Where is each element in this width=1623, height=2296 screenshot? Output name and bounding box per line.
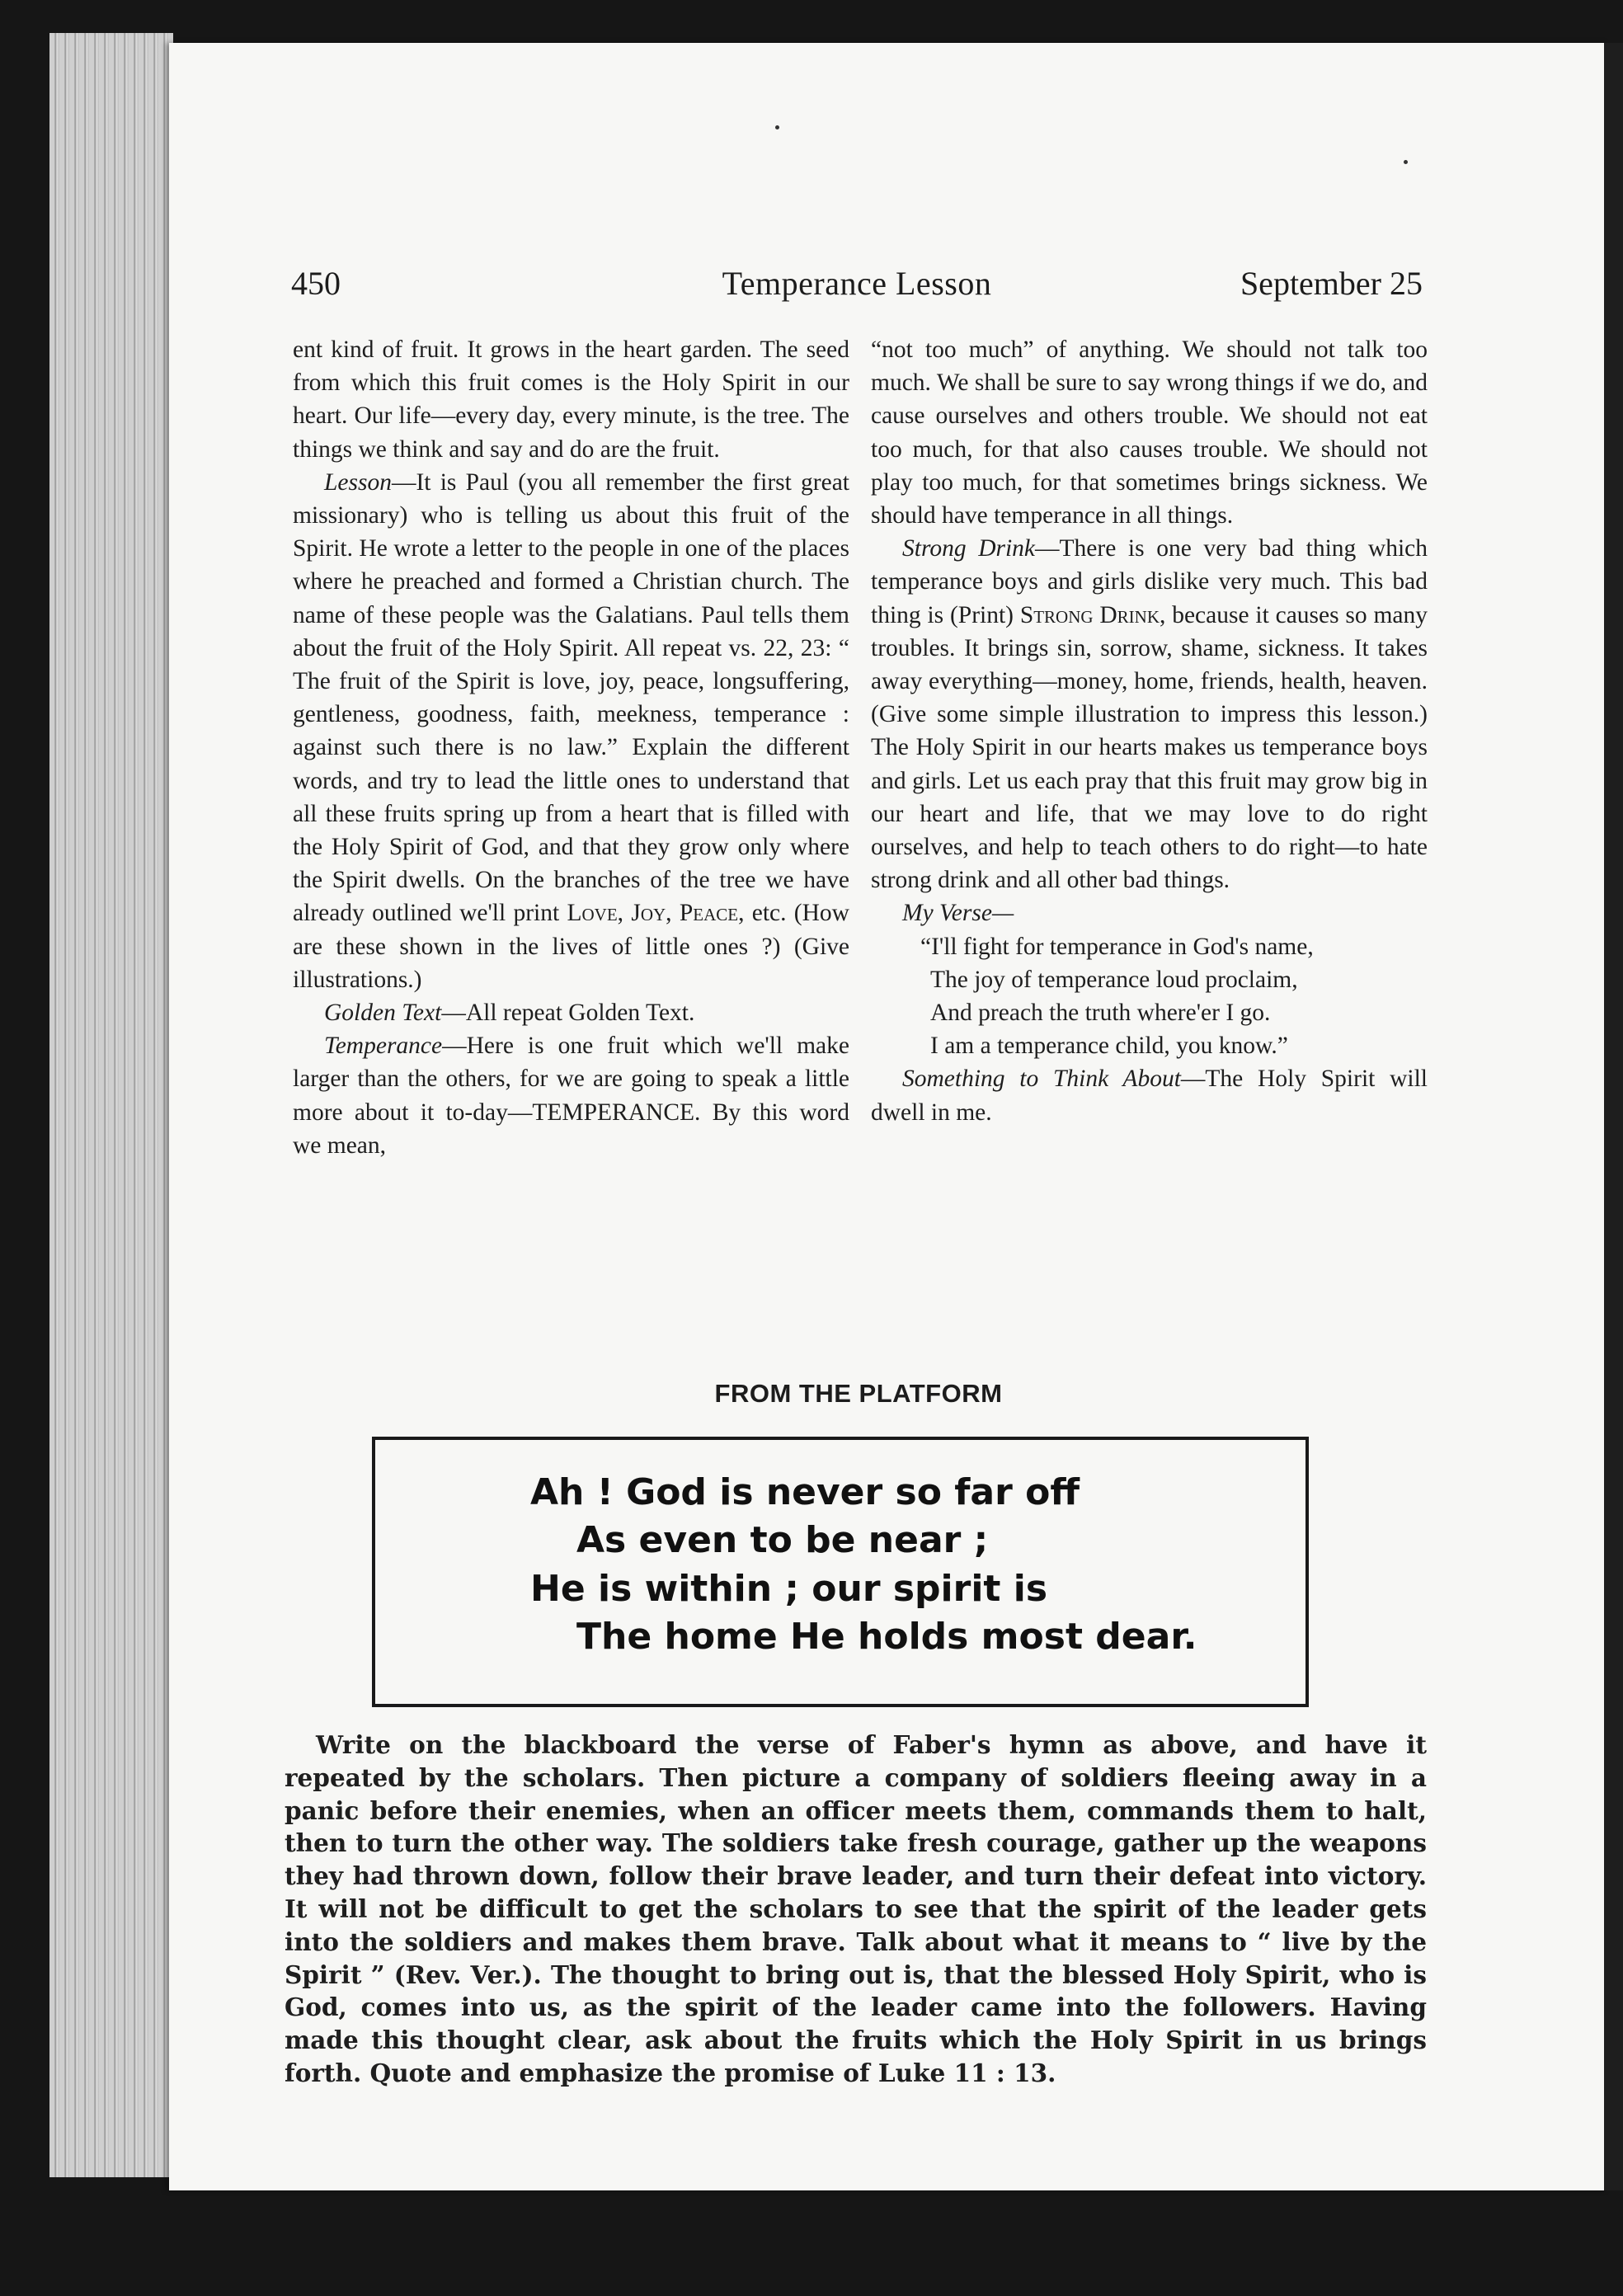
my-verse-heading [871,896,1428,929]
paragraph-golden-text [293,996,849,1029]
paragraph-strong-drink [871,532,1428,896]
paragraph-temperance [293,1029,849,1162]
poem-line: And preach the truth where'er I go. [930,1000,1271,1027]
my-verse-poem [920,930,1428,1063]
paragraph-fruit: ent kind of fruit. It grows in the heart garden. The seed from which this fruit comes is the Holy Spirit in our heart. Our life—every day, every minute, is the tree. The things we think and say and do are the fruit. [293,336,849,463]
platform-heading: FROM THE PLATFORM [714,1379,1003,1408]
verse-line: He is within ; our spirit is [530,1568,1048,1610]
page-title: Temperance Lesson [722,265,992,302]
header-date: September 25 [1240,265,1423,302]
think-text: —The Holy Spirit will dwell in me. [871,1066,1428,1126]
verse-line: Ah ! God is never so far off [530,1471,1080,1513]
running-header [291,264,1423,313]
poem-line: I am a temperance child, you know.” [930,1033,1288,1060]
think-label: Something to Think About [902,1066,1181,1093]
strong-drink-text-end: because it causes so many troubles. It brings sin, sorrow, shame, sickness. It takes away everything—money, home, friends, health, heaven. (Give some simple illustration to impress this lesson.) The Holy Spirit in our hearts makes us temperance boys and girls. Let us each pray that this fruit may grow big in our heart and life, that we may love to do right ourselves, and help to teach others to do right—to hate strong drink and all other bad things. [871,601,1428,894]
lesson-label: Lesson [324,468,392,496]
my-verse-label: My Verse— [902,900,1014,927]
platform-text: Write on the blackboard the verse of Faber's hymn as above, and have it repeated by the scholars. Then picture a company of soldiers fleeing away in a panic before their enemies, when an officer meets them, commands them to halt, then to turn the other way. The soldiers take fresh courage, gather up the weapons they had thrown down, follow their brave leader, and turn their defeat into victory. It will not be difficult to get the scholars to see that the spirit of the leader gets into the soldiers and makes them brave. Talk about what it means to “ live by the Spirit ” (Rev. Ver.). The thought to bring out is, that the blessed Holy Spirit, who is God, comes into us, as the spirit of the leader came into the followers. Having made this thought clear, ask about the fruits which the Holy Spirit in us brings forth. Quote and emphasize the promise of Luke 11 : 13. [285,1730,1427,2087]
print-words: Love, Joy, Peace, [567,900,745,927]
right-column [871,333,1428,1129]
verse-line: The home He holds most dear. [576,1616,1197,1658]
lesson-text-end: etc. (How are these shown in the lives of little ones ?) (Give illustrations.) [293,900,849,993]
paragraph-lesson [293,466,849,996]
scan-edge-shadow [1604,43,1623,2190]
blackboard-verse-box [372,1437,1309,1707]
poem-line: “I'll fight for temperance in God's name, [920,933,1314,960]
paragraph-think-about [871,1062,1428,1128]
temperance-label: Temperance [324,1033,443,1060]
ink-speck [775,125,779,129]
platform-paragraph [285,1729,1427,2090]
lesson-text: —It is Paul (you all remember the first great missionary) who is telling us about this fruit of the Spirit. He wrote a letter to the people in one of the places where he preached and formed a Christian church. The name of these people was the Galatians. Paul tells them about the fruit of the Holy Spirit. All repeat vs. 22, 23: “ The fruit of the Spirit is love, joy, peace, longsuffering, gentleness, goodness, faith, meekness, temperance : against such there is no law.” Explain the different words, and try to lead the little ones to understand that all these fruits spring up from a heart that is filled with the Holy Spirit of God, and that they grow only where the Spirit dwells. On the branches of the tree we have already outlined we'll print [293,468,849,927]
strong-drink-text: —There is one very bad thing which temperance boys and girls dislike very much. This bad thing is (Print) [871,535,1428,628]
golden-text: —All repeat Golden Text. [441,1000,695,1027]
strong-drink-label: Strong Drink [902,535,1036,562]
ink-speck [1404,160,1408,164]
book-page-edges [49,33,173,2177]
temperance-text: —Here is one fruit which we'll make larger than the others, for we are going to speak a little more about it to-day—TEMPERANCE. By this word we mean, [293,1033,849,1159]
left-column [293,333,849,1162]
golden-text-label: Golden Text [324,1000,442,1027]
page-number: 450 [291,265,341,302]
verse-line: As even to be near ; [576,1519,989,1561]
book-page [169,43,1608,2190]
strong-drink-print: Strong Drink, [1019,601,1166,628]
paragraph-not-too-much: “not too much” of anything. We should not talk too much. We shall be sure to say wrong things if we do, and cause ourselves and others trouble. We should not eat too much, for that also causes trouble. We should not play too much, for that sometimes brings sickness. We should have temperance in all things. [871,336,1428,529]
poem-line: The joy of temperance loud proclaim, [930,966,1298,993]
